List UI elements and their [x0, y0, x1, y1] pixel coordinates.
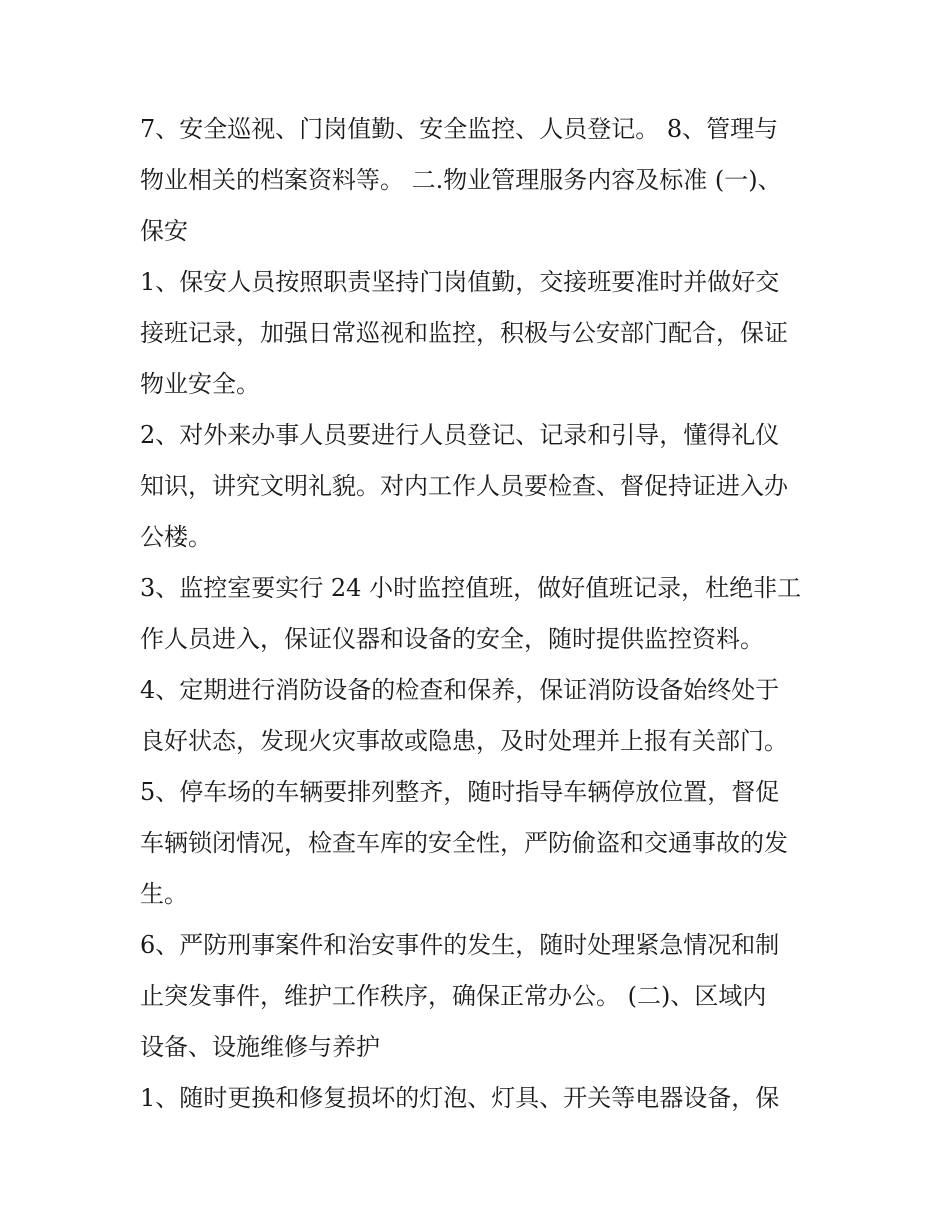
text-line: 良好状态，发现火灾事故或隐患，及时处理并上报有关部门。	[140, 727, 788, 755]
text-line: 设备、设施维修与养护	[140, 1033, 380, 1061]
text-line: 知识，讲究文明礼貌。对内工作人员要检查、督促持证进入办	[140, 472, 788, 500]
text-line: 车辆锁闭情况，检查车库的安全性，严防偷盗和交通事故的发	[140, 829, 788, 857]
text-line: 接班记录，加强日常巡视和监控，积极与公安部门配合，保证	[140, 319, 788, 347]
text-line: 公楼。	[140, 523, 212, 551]
text-line: 保安	[140, 217, 188, 245]
text-line: 物业相关的档案资料等。 二.物业管理服务内容及标准 (一)、	[140, 166, 782, 194]
text-line: 6、严防刑事案件和治安事件的发生，随时处理紧急情况和制	[140, 931, 780, 959]
text-line: 作人员进入，保证仪器和设备的安全，随时提供监控资料。	[140, 625, 764, 653]
text-line: 物业安全。	[140, 370, 260, 398]
text-line: 止突发事件，维护工作秩序，确保正常办公。 (二)、区域内	[140, 982, 767, 1010]
text-line: 2、对外来办事人员要进行人员登记、记录和引导，懂得礼仪	[140, 421, 780, 449]
text-line: 生。	[140, 880, 188, 908]
text-line: 7、安全巡视、门岗值勤、安全监控、人员登记。 8、管理与	[140, 115, 779, 143]
text-line: 5、停车场的车辆要排列整齐，随时指导车辆停放位置，督促	[140, 778, 780, 806]
text-line: 4、定期进行消防设备的检查和保养，保证消防设备始终处于	[140, 676, 780, 704]
document-body	[140, 104, 820, 1124]
text-line: 3、监控室要实行 24 小时监控值班，做好值班记录，杜绝非工	[140, 574, 802, 602]
text-line: 1、随时更换和修复损坏的灯泡、灯具、开关等电器设备，保	[140, 1084, 780, 1112]
text-line: 1、保安人员按照职责坚持门岗值勤，交接班要准时并做好交	[140, 268, 780, 296]
